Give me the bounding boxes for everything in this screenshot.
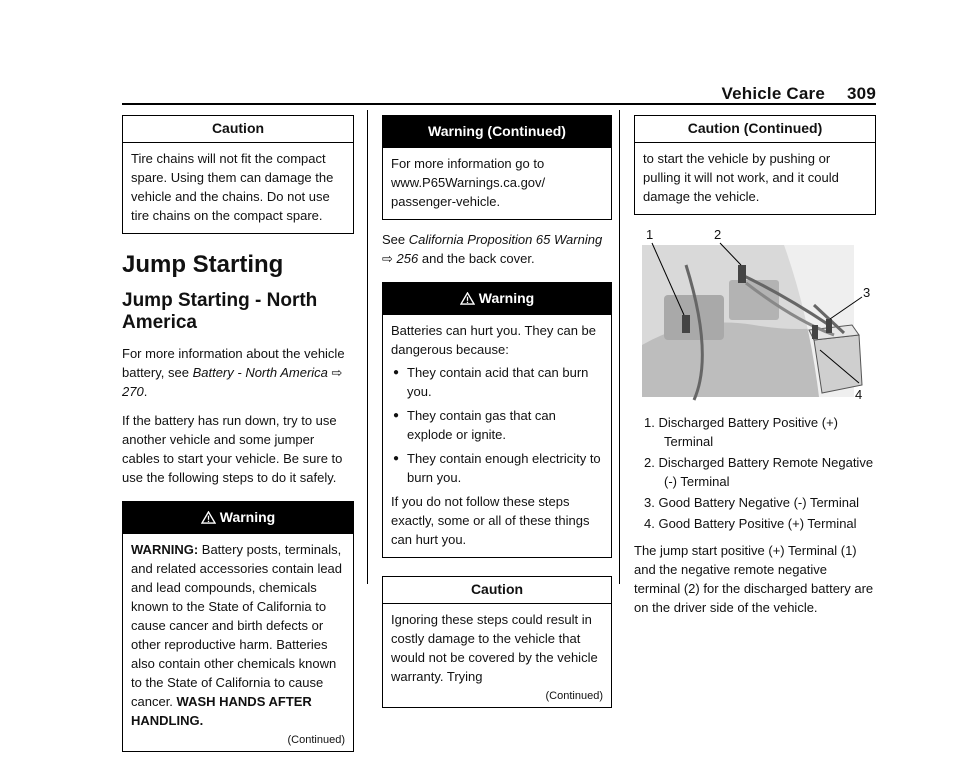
callout-1: 1 [646, 227, 654, 242]
caution-title: Caution [123, 116, 353, 143]
column-2 [382, 115, 612, 718]
warning-triangle-icon [460, 292, 475, 305]
battery-reference-paragraph: For more information about the vehicle battery, see Battery - North America ⇨ 270. [122, 346, 345, 399]
parts-list [634, 413, 876, 533]
caution-continued-text: to start the vehicle by pushing or pulling it will not work, and it could damage the vehicle. [643, 151, 839, 204]
warning-triangle-icon [201, 511, 216, 524]
caution-text-2: Ignoring these steps could result in costly damage to the vehicle that would not be covered by the vehicle warranty. Trying [391, 612, 598, 684]
caution-box-2 [382, 576, 612, 708]
warning-outro: If you do not follow these steps exactly, some or all of these things can hurt you. [391, 494, 590, 547]
callout-3: 3 [863, 285, 871, 300]
warning-continued-text: For more information go to www.P65Warnings.ca.gov/ passenger-vehicle. [391, 156, 546, 209]
warning-continued-box [382, 115, 612, 220]
see-reference-paragraph: See California Proposition 65 Warning ⇨ 256 and the back cover. [382, 232, 603, 266]
callout-2: 2 [714, 227, 722, 242]
warning-continued-title: Warning (Continued) [383, 116, 611, 148]
list-item: 3. Good Battery Negative (-) Terminal [644, 495, 860, 510]
warning-intro: Batteries can hurt you. They can be dangerous because: [391, 323, 596, 357]
jump-start-illustration [634, 225, 869, 405]
list-item: 1. Discharged Battery Positive (+) Terminal [644, 415, 838, 449]
battery-link[interactable]: Battery - North America [192, 365, 328, 380]
warning-title: Warning [123, 502, 353, 534]
caution-title-2: Caution [383, 577, 611, 604]
list-item: 4. Good Battery Positive (+) Terminal [644, 516, 857, 531]
section-heading: Jump Starting [122, 251, 284, 278]
warning-box [122, 501, 354, 752]
warning-text: WARNING: Battery posts, terminals, and related accessories contain lead and lead compounds, chemicals known to the State of California to cause cancer and birth defects or other reproductive harm. Batteries also contain other chemicals known to the State of California to cause cancer. WASH HANDS AFTER HANDLING. [131, 542, 343, 728]
list-item: ● They contain gas that can explode or ignite. [391, 406, 603, 444]
page-number: 309 [847, 84, 876, 103]
column-divider-2 [619, 110, 620, 584]
list-item: 2. Discharged Battery Remote Negative (-) Terminal [644, 455, 874, 489]
caution-continued-box [634, 115, 876, 215]
section-title: Vehicle Care [721, 84, 826, 103]
caution-text: Tire chains will not fit the compact spare. Using them can damage the vehicle and the chains. Do not use tire chains on the compact spare. [131, 151, 334, 223]
page-ref-arrow-icon: ⇨ [382, 251, 393, 266]
list-item: ● They contain acid that can burn you. [391, 363, 603, 401]
warning-title-2: Warning [383, 283, 611, 315]
hazard-list [391, 363, 603, 487]
continued-label: (Continued) [287, 734, 345, 746]
caution-continued-title: Caution (Continued) [635, 116, 875, 143]
continued-label: (Continued) [545, 690, 603, 702]
running-header [722, 84, 877, 104]
engine-bay-drawing [634, 225, 869, 405]
terminals-paragraph: The jump start positive (+) Terminal (1) and the negative remote negative terminal (2) for the discharged battery are on the driver side of the vehicle. [634, 543, 874, 615]
callout-4: 4 [855, 387, 863, 402]
california-link[interactable]: California Proposition 65 Warning [408, 232, 603, 247]
header-rule [122, 103, 876, 105]
column-3 [634, 115, 876, 627]
list-item: ● They contain enough electricity to burn you. [391, 449, 603, 487]
column-divider-1 [367, 110, 368, 584]
page-ref-arrow-icon: ⇨ [331, 365, 343, 380]
warning-box-2 [382, 282, 612, 558]
battery-page-ref[interactable]: 270 [122, 384, 144, 399]
subsection-heading: Jump Starting - North America [122, 290, 318, 333]
column-1 [122, 115, 354, 762]
california-page-ref[interactable]: 256 [396, 251, 419, 266]
caution-box [122, 115, 354, 234]
intro-paragraph: If the battery has run down, try to use another vehicle and some jumper cables to start your vehicle. Be sure to use the following steps to do it safely. [122, 413, 343, 485]
